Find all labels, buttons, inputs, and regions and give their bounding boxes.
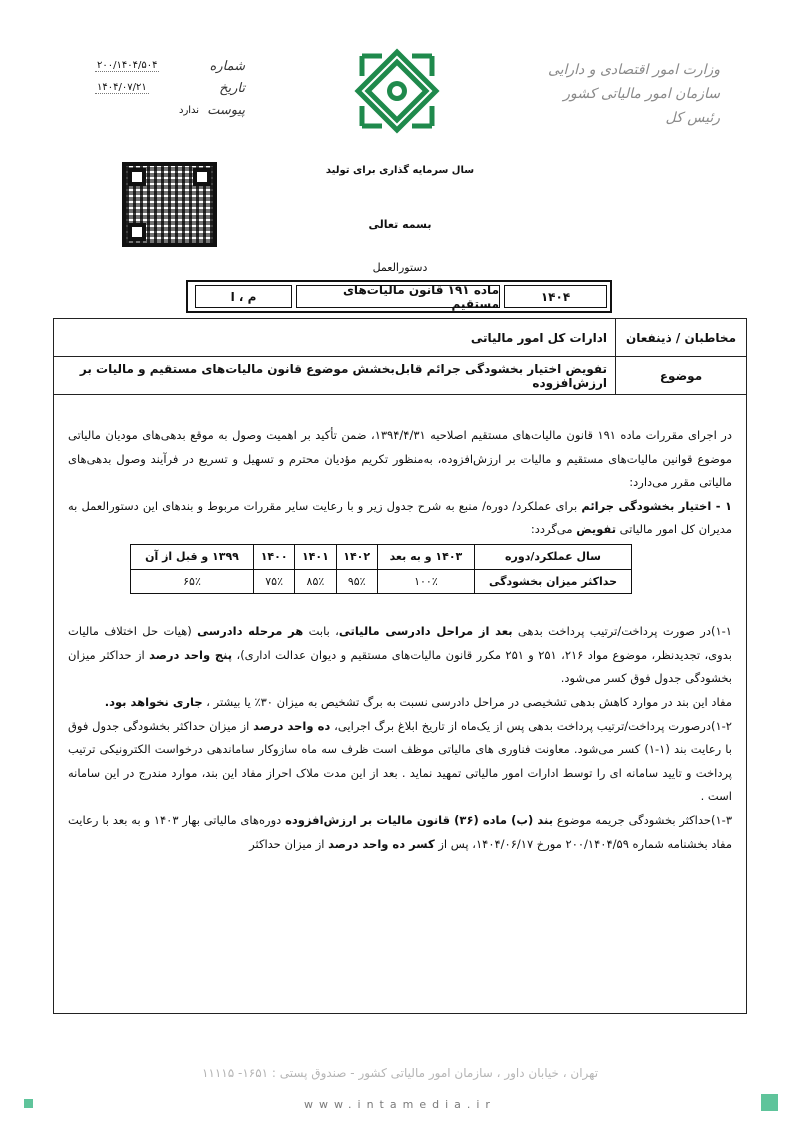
letter-meta [95, 55, 245, 121]
letter-attachment-label: پیوست [207, 102, 245, 118]
org-line-ministry: وزارت امور اقتصادی و دارایی [547, 62, 720, 78]
document-type: دستورالعمل [372, 261, 428, 274]
qr-code [122, 162, 217, 247]
letter-date: ۱۴۰۴/۰۷/۲۱ [97, 82, 147, 93]
basmala: بسمه تعالی [368, 218, 432, 231]
letter-date-label: تاریخ [219, 80, 245, 96]
clause-1-1-note: مفاد این بند در موارد کاهش بدهی تشخیصی در مراحل دادرسی نسبت به برگ تشخیص به میزان ۳۰٪ یا بیشتر ، جاری نخواهد بود. [104, 694, 732, 709]
qr-finder-icon [128, 168, 146, 186]
period-cell: ۱۴۰۱ [295, 544, 336, 569]
audience-row [54, 319, 746, 357]
footer-address: تهران ، خیابان داور ، سازمان امور مالیاتی کشور - صندوق پستی : ۱۶۵۱- ۱۱۱۱۵ [201, 1066, 599, 1080]
rate-cell: ۷۵٪ [253, 569, 294, 594]
instruction-code: م ، ا [195, 285, 292, 308]
qr-finder-icon [193, 168, 211, 186]
subject-value: تفویض اختیار بخشودگی جرائم قابل‌بخشش موضوع قانون مالیات‌های مستقیم و مالیات بر ارزش‌افزوده [79, 361, 607, 390]
intro-paragraph: در اجرای مقررات ماده ۱۹۱ قانون مالیات‌های مستقیم اصلاحیه ۱۳۹۴/۴/۳۱، ضمن تأکید بر اهمیت وصول به موقع بدهی‌های مودیان مالیاتی موضوع قوانین مالیات‌های مستقیم و مالیات بر ارزش‌افزوده، به‌منظور تکریم مؤدیان محترم و تسهیل و تسریع در فرآیند وصول بدهی‌های مالیاتی مقرر می‌دارد: [68, 428, 732, 490]
tax-organization-logo [354, 48, 440, 134]
document-body [68, 424, 732, 856]
qr-finder-icon [128, 223, 146, 241]
period-cell: ۱۴۰۰ [253, 544, 294, 569]
instruction-year: ۱۴۰۴ [504, 285, 607, 308]
corner-square-icon [761, 1094, 778, 1111]
watermark: www.intamedia.ir [304, 1098, 496, 1111]
subject-row [54, 357, 746, 395]
rate-cell: ۱۰۰٪ [377, 569, 474, 594]
rate-cell: ۹۵٪ [336, 569, 377, 594]
org-line-organization: سازمان امور مالیاتی کشور [563, 86, 720, 102]
table-header-period: سال عملکرد/دوره [475, 544, 632, 569]
org-line-head: رئیس کل [665, 110, 720, 126]
period-cell: ۱۳۹۹ و قبل از آن [131, 544, 254, 569]
document-frame [53, 318, 747, 1014]
period-cell: ۱۴۰۲ [336, 544, 377, 569]
letter-date-row [95, 77, 245, 99]
corner-square-icon [24, 1099, 33, 1108]
period-cell: ۱۴۰۳ و به بعد [377, 544, 474, 569]
forgiveness-rates-table [130, 544, 632, 594]
clause-1-1: ۱-۱)در صورت پرداخت/ترتیب پرداخت بدهی بعد از مراحل دادرسی مالیاتی، بابت هر مرحله دادرسی (هیات حل اختلاف مالیات بدوی، تجدیدنظر، موضوع مواد ۲۱۶، ۲۵۱ و ۲۵۱ مکرر قانون مالیات‌های مستقیم و دیوان عدالت اداری)، پنج واحد درصد از حداکثر میزان بخشودگی جدول فوق کسر می‌شود. [68, 624, 732, 686]
instruction-reference: ماده ۱۹۱ قانون مالیات‌های مستقیم [296, 285, 500, 308]
letter-number-label: شماره [209, 58, 245, 74]
rate-cell: ۸۵٪ [295, 569, 336, 594]
table-row [131, 544, 632, 569]
item-1: ۱ - اختیار بخشودگی جرائم برای عملکرد/ دوره/ منبع به شرح جدول زیر و با رعایت سایر مقررات مربوط و بندهای این دستورالعمل به مدیران کل امور مالیاتی تفویض می‌گردد: [68, 498, 733, 537]
letter-number: ۲۰۰/۱۴۰۴/۵۰۴ [97, 60, 158, 71]
instruction-id-box [186, 280, 612, 313]
clause-1-3: ۱-۳)حداکثر بخشودگی جریمه موضوع بند (ب) ماده (۳۶) قانون مالیات بر ارزش‌افزوده دوره‌های مالیاتی بهار ۱۴۰۳ و به بعد با رعایت مفاد بخشنامه شماره ۲۰۰/۱۴۰۴/۵۹ مورخ ۱۴۰۴/۰۶/۱۷، پس از کسر ده واحد درصد از میزان حداکثر [68, 812, 733, 851]
audience-label: مخاطبان / ذینفعان [615, 319, 746, 356]
year-slogan: سال سرمایه گذاری برای تولید [325, 165, 475, 176]
clause-1-2: ۱-۲)درصورت پرداخت/ترتیب پرداخت بدهی پس از یک‌ماه از تاریخ ابلاغ برگ اجرایی، ده واحد درصد از میزان حداکثر بخشودگی جدول فوق با رعایت بند (۱-۱) کسر می‌شود. معاونت فناوری های مالیاتی موظف است ظرف سه ماه سازوکار ساماندهی درخواست الکترونیکی ترتیب پرداخت و تایید سامانه ای را توسط ادارات امور مالیاتی تمهید نماید . بعد از این مدت ملاک احراز مفاد این بند، موارد مندرج در این سامانه است . [68, 718, 733, 804]
letter-attachment-row [95, 99, 245, 121]
table-header-rate: حداکثر میزان بخشودگی [475, 569, 632, 594]
letter-attachment: ندارد [178, 104, 200, 116]
audience-value: ادارات کل امور مالیاتی [470, 330, 607, 345]
organization-header [520, 58, 720, 130]
subject-label: موضوع [615, 357, 746, 394]
table-row [131, 569, 632, 594]
letter-number-row [95, 55, 245, 77]
rate-cell: ۶۵٪ [131, 569, 254, 594]
